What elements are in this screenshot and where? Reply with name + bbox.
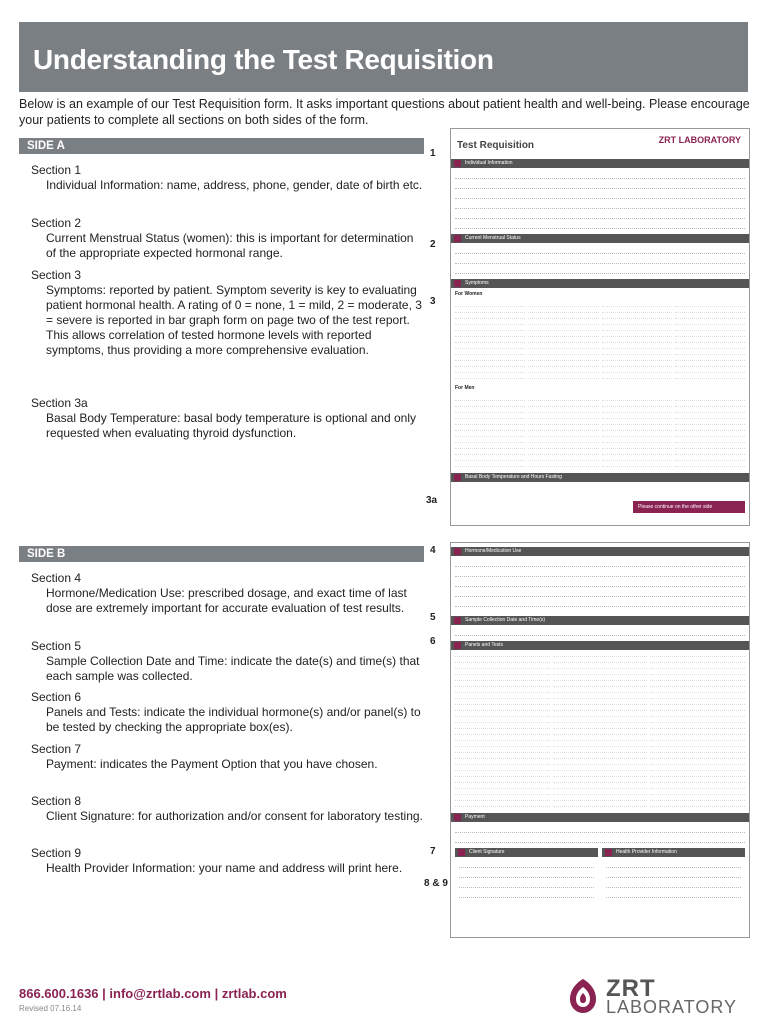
side-b-section-6 [31, 690, 426, 735]
form-section-6-bar: Panels and Tests [451, 641, 749, 650]
section-title: Section 4 [31, 571, 82, 585]
form-section-9-bar: Health Provider Information [602, 848, 745, 857]
side-b-section-9 [31, 846, 426, 876]
footer-email[interactable]: info@zrtlab.com [109, 986, 211, 1001]
section-title: Section 1 [31, 163, 82, 177]
form-section-1-bar: Individual Information [451, 159, 749, 168]
footer-phone: 866.600.1636 [19, 986, 99, 1001]
title-banner [19, 22, 748, 92]
form-section-3a-bar: Basal Body Temperature and Hours Fasting [451, 473, 749, 482]
side-b-section-8 [31, 794, 426, 824]
section-desc: Panels and Tests: indicate the individual hormone(s) and/or panel(s) to be tested by checking the appropriate box(es). [46, 705, 421, 734]
for-women-label: For Women [455, 291, 483, 297]
form-logo: ZRT LABORATORY [658, 135, 741, 145]
side-a-header: SIDE A [19, 138, 424, 154]
form-section-7-bar: Payment [451, 813, 749, 822]
form-section-2-bar: Current Menstrual Status [451, 234, 749, 243]
side-b-section-4 [31, 571, 426, 616]
form-section-2-fields [451, 243, 749, 279]
section-title: Section 2 [31, 216, 82, 230]
section-desc: Health Provider Information: your name and address will print here. [46, 861, 403, 875]
form-title: Test Requisition [457, 140, 535, 151]
side-b-section-5 [31, 639, 426, 684]
revised-date: Revised 07.16.14 [19, 1004, 82, 1013]
form-section-3-bar: Symptoms [451, 279, 749, 288]
section-title: Section 3a [31, 396, 88, 410]
footer-website[interactable]: zrtlab.com [221, 986, 287, 1001]
marker-5: 5 [430, 612, 436, 623]
logo-laboratory-text: LABORATORY [606, 997, 738, 1017]
zrt-logo-icon [568, 977, 598, 1015]
marker-3a: 3a [426, 495, 438, 506]
form-section-7-fields [451, 822, 749, 848]
logo-zrt-text: ZRT [606, 975, 656, 1002]
form-section-9-fields [602, 857, 745, 903]
page-title: Understanding the Test Requisition [33, 44, 494, 75]
marker-4: 4 [430, 545, 436, 556]
section-desc: Individual Information: name, address, phone, gender, date of birth etc. [46, 178, 423, 192]
section-desc: Payment: indicates the Payment Option that you have chosen. [46, 757, 378, 771]
section-desc: Symptoms: reported by patient. Symptom severity is key to evaluating patient hormonal health. A rating of 0 = none, 1 = mild, 2 = moderate, 3 = severe is reported in bar graph form on page two of the test report. This allows correlation of tested hormone levels with reported symptoms, thus providing a more comprehensive evaluation. [46, 283, 422, 357]
side-a-section-2 [31, 216, 426, 261]
form-section-8-fields [455, 857, 598, 903]
side-a-section-3 [31, 268, 426, 358]
footer-contact [19, 986, 287, 1001]
side-a-section-3a [31, 396, 426, 441]
requisition-form-side-b [450, 542, 750, 938]
section-desc: Sample Collection Date and Time: indicate the date(s) and time(s) that each sample was collected. [46, 654, 420, 683]
section-desc: Current Menstrual Status (women): this is important for determination of the appropriate expected hormonal range. [46, 231, 414, 260]
for-men-label: For Men [455, 385, 475, 391]
form-section-5-bar: Sample Collection Date and Time(s) [451, 616, 749, 625]
side-a-section-1 [31, 163, 426, 193]
form-section-8-bar: Client Signature [455, 848, 598, 857]
marker-2: 2 [430, 239, 436, 250]
intro-text: Below is an example of our Test Requisition form. It asks important questions about patient health and well-being. Please encourage your patients to complete all sections on both sides of the form. [19, 97, 750, 127]
zrt-logo [568, 975, 748, 1017]
footer-separator: | [214, 986, 219, 1001]
side-b-header: SIDE B [19, 546, 424, 562]
marker-6: 6 [430, 636, 436, 647]
section-title: Section 5 [31, 639, 82, 653]
section-title: Section 6 [31, 690, 82, 704]
men-symptoms-grid [451, 394, 749, 470]
section-title: Section 7 [31, 742, 82, 756]
form-section-5-fields [451, 625, 749, 641]
section-desc: Client Signature: for authorization and/or consent for laboratory testing. [46, 809, 423, 823]
side-b-section-7 [31, 742, 426, 772]
section-desc: Hormone/Medication Use: prescribed dosage, and exact time of last dose are extremely important for accurate evaluation of test results. [46, 586, 407, 615]
form-section-4-bar: Hormone/Medication Use [451, 547, 749, 556]
marker-1: 1 [430, 148, 436, 159]
panels-grid [451, 650, 749, 810]
section-title: Section 3 [31, 268, 82, 282]
footer-separator: | [102, 986, 106, 1001]
form-section-1-fields [451, 168, 749, 234]
continue-banner: Please continue on the other side [633, 501, 745, 513]
form-section-4-fields [451, 556, 749, 612]
section-desc: Basal Body Temperature: basal body temperature is optional and only requested when evaluating thyroid dysfunction. [46, 411, 417, 440]
marker-8-9: 8 & 9 [424, 878, 448, 889]
section-title: Section 8 [31, 794, 82, 808]
form-section-8-9-row [451, 848, 749, 903]
requisition-form-side-a [450, 128, 750, 526]
women-symptoms-grid [451, 300, 749, 382]
form-header [451, 129, 749, 159]
section-title: Section 9 [31, 846, 82, 860]
marker-7: 7 [430, 846, 436, 857]
marker-3: 3 [430, 296, 436, 307]
